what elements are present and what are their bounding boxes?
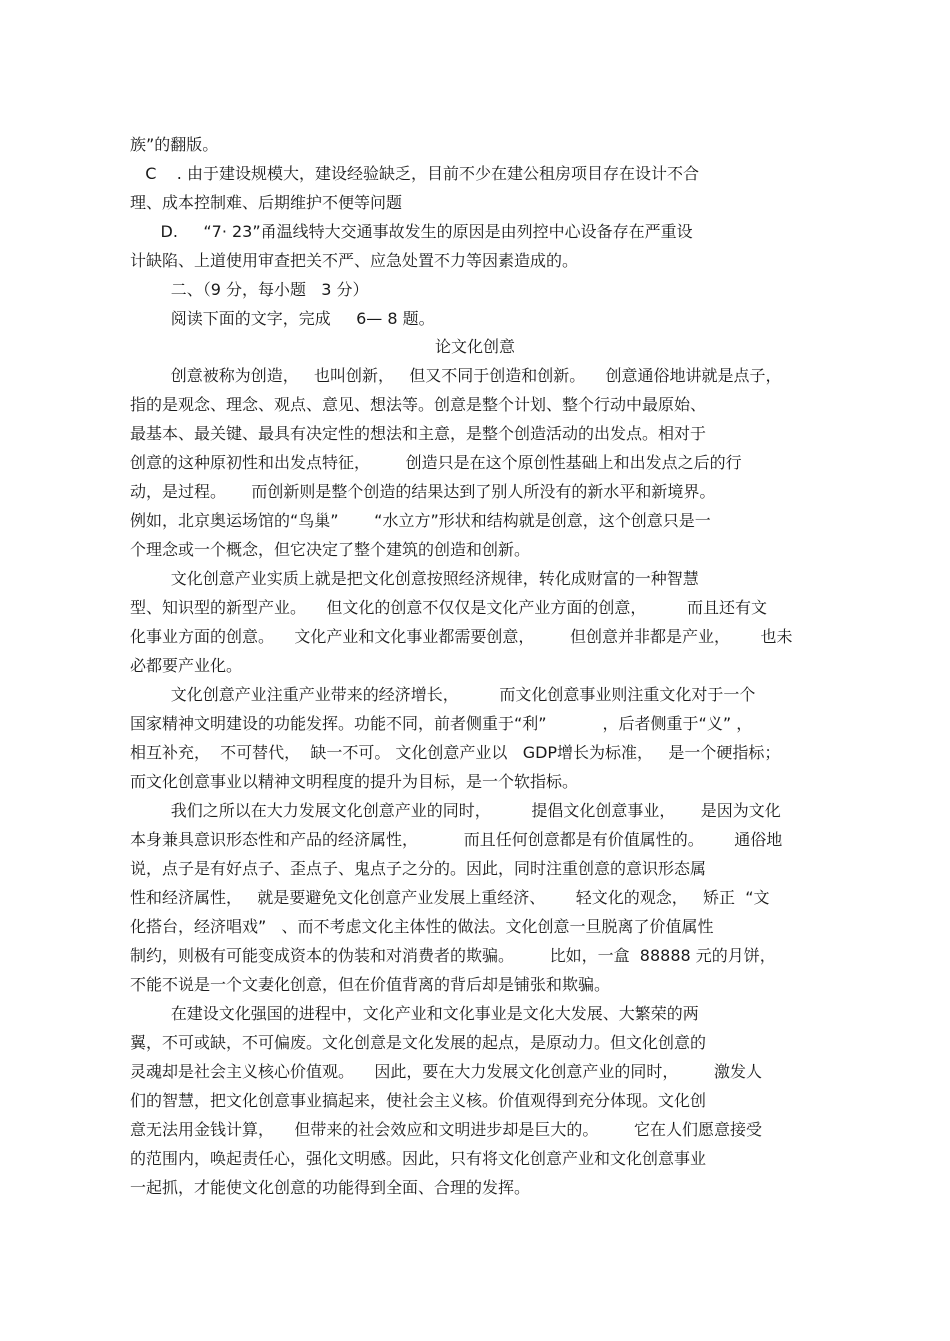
paragraph-line: 国家精神文明建设的功能发挥。功能不同，前者侧重于“利” ，后者侧重于“义” ， <box>130 714 753 733</box>
paragraph-line: 最基本、最关键、最具有决定性的想法和主意，是整个创造活动的出发点。相对于 <box>130 424 707 443</box>
paragraph-line: 型、知识型的新型产业。 但文化的创意不仅仅是文化产业方面的创意， 而且还有文 <box>130 598 768 617</box>
paragraph-line: 在建设文化强国的进程中，文化产业和文化事业是文化大发展、大繁荣的两 <box>130 1004 699 1023</box>
paragraph-line: 而文化创意事业以精神文明程度的提升为目标，是一个软指标。 <box>130 772 579 791</box>
paragraph-line: 化事业方面的创意。 文化产业和文化事业都需要创意， 但创意并非都是产业， 也未 <box>130 627 793 646</box>
paragraph-line: 相互补充， 不可替代， 缺一不可。 文化创意产业以 GDP增长为标准， 是一个硬指标； <box>130 743 781 762</box>
paragraph-line: 们的智慧，把文化创意事业搞起来，使社会主义核。价值观得到充分体现。文化创 <box>130 1091 707 1110</box>
paragraph-line: 文化创意产业注重产业带来的经济增长， 而文化创意事业则注重文化对于一个 <box>130 685 756 704</box>
option-d-line-2: 计缺陷、上道使用审查把关不严、应急处置不力等因素造成的。 <box>130 251 579 270</box>
paragraph-line: 创意被称为创造， 也叫创新， 但又不同于创造和创新。 创意通俗地讲就是点子， <box>130 366 782 385</box>
paragraph-line: 个理念或一个概念，但它决定了整个建筑的创造和创新。 <box>130 540 531 559</box>
paragraph-line: 动，是过程。 而创新则是整个创造的结果达到了别人所没有的新水平和新境界。 <box>130 482 716 501</box>
paragraph-line: 性和经济属性， 就是要避免文化创意产业发展上重经济、 轻文化的观念， 矫正 “文 <box>130 888 770 907</box>
paragraph-line: 不能不说是一个文妻化创意，但在价值背离的背后却是铺张和欺骗。 <box>130 975 611 994</box>
paragraph-line: 必都要产业化。 <box>130 656 243 675</box>
paragraph-line: 意无法用金钱计算， 但带来的社会效应和文明进步却是巨大的。 它在人们愿意接受 <box>130 1120 762 1139</box>
option-c-line-2: 理、成本控制难、后期维护不便等问题 <box>130 193 403 212</box>
section-heading: 二、（9 分，每小题 3 分） <box>130 280 369 299</box>
text-line: 族”的翻版。 <box>130 135 219 154</box>
paragraph-line: 说，点子是有好点子、歪点子、鬼点子之分的。因此，同时注重创意的意识形态属 <box>130 859 707 878</box>
instruction-line: 阅读下面的文字，完成 6— 8 题。 <box>130 309 435 328</box>
paragraph-line: 我们之所以在大力发展文化创意产业的同时， 提倡文化创意事业， 是因为文化 <box>130 801 781 820</box>
paragraph-line: 翼，不可或缺，不可偏废。文化创意是文化发展的起点，是原动力。但文化创意的 <box>130 1033 707 1052</box>
paragraph-line: 本身兼具意识形态性和产品的经济属性， 而且任何创意都是有价值属性的。 通俗地 <box>130 830 783 849</box>
option-c-line-1: C . 由于建设规模大，建设经验缺乏，目前不少在建公租房项目存在设计不合 <box>130 164 699 183</box>
paragraph-line: 指的是观念、理念、观点、意见、想法等。创意是整个计划、整个行动中最原始、 <box>130 395 707 414</box>
option-d-line-1: D. “7· 23”甬温线特大交通事故发生的原因是由列控中心设备存在严重设 <box>130 222 693 241</box>
paragraph-line: 例如，北京奥运场馆的“鸟巢” “水立方”形状和结构就是创意，这个创意只是一 <box>130 511 711 530</box>
paragraph-line: 化搭台，经济唱戏” 、而不考虑文化主体性的做法。文化创意一旦脱离了价值属性 <box>130 917 714 936</box>
article-title: 论文化创意 <box>434 337 515 356</box>
paragraph-line: 灵魂却是社会主义核心价值观。 因此，要在大力发展文化创意产业的同时， 激发人 <box>130 1062 762 1081</box>
paragraph-line: 创意的这种原初性和出发点特征， 创造只是在这个原创性基础上和出发点之后的行 <box>130 453 742 472</box>
paragraph-line: 的范围内，唤起责任心，强化文明感。因此，只有将文化创意产业和文化创意事业 <box>130 1149 707 1168</box>
paragraph-line: 文化创意产业实质上就是把文化创意按照经济规律，转化成财富的一种智慧 <box>130 569 699 588</box>
paragraph-line: 一起抓，才能使文化创意的功能得到全面、合理的发挥。 <box>130 1178 531 1197</box>
paragraph-line: 制约，则极有可能变成资本的伪装和对消费者的欺骗。 比如，一盒 88888 元的月饼， <box>130 946 776 965</box>
